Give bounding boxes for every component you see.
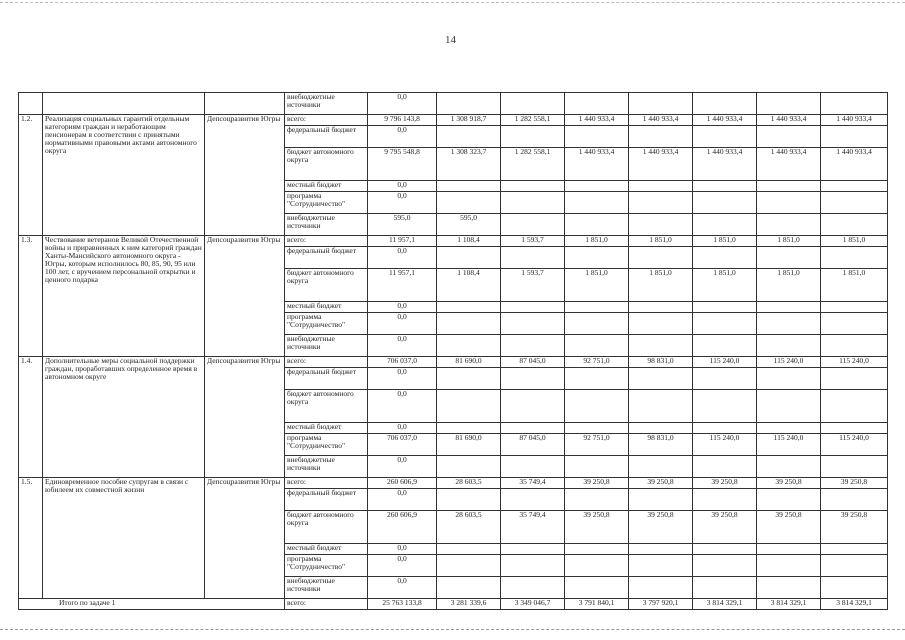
table-row bbox=[19, 93, 888, 115]
value-cell bbox=[757, 313, 821, 335]
value-cell bbox=[693, 214, 757, 236]
value-cell: 1 282 558,1 bbox=[501, 148, 565, 181]
top-scan-edge bbox=[0, 2, 905, 3]
page-number: 14 bbox=[445, 34, 456, 46]
value-cell bbox=[565, 313, 629, 335]
value-cell bbox=[821, 423, 888, 434]
total-value-cell: 3 814 329,1 bbox=[693, 599, 757, 610]
value-cell bbox=[629, 126, 693, 148]
value-cell bbox=[757, 126, 821, 148]
total-value-cell: 3 797 920,1 bbox=[629, 599, 693, 610]
funding-source-cell: всего: bbox=[285, 357, 368, 368]
value-cell bbox=[629, 456, 693, 478]
value-cell: 115 240,0 bbox=[693, 357, 757, 368]
funding-source-cell: федеральный бюджет bbox=[285, 368, 368, 390]
value-cell bbox=[501, 390, 565, 423]
funding-source-cell: местный бюджет bbox=[285, 181, 368, 192]
value-cell: 1 440 933,4 bbox=[821, 148, 888, 181]
value-cell bbox=[437, 181, 501, 192]
value-cell: 0,0 bbox=[368, 555, 437, 577]
value-cell: 1 593,7 bbox=[501, 269, 565, 302]
bottom-scan-edge bbox=[0, 629, 905, 630]
value-cell bbox=[629, 302, 693, 313]
value-cell bbox=[821, 390, 888, 423]
value-cell bbox=[693, 247, 757, 269]
value-cell: 0,0 bbox=[368, 544, 437, 555]
executor-cell: Депсоцразвития Югры bbox=[205, 357, 285, 478]
value-cell bbox=[501, 577, 565, 599]
value-cell: 39 250,8 bbox=[629, 478, 693, 489]
row-number-cell: 1.4. bbox=[19, 357, 43, 478]
value-cell: 0,0 bbox=[368, 489, 437, 511]
value-cell: 0,0 bbox=[368, 181, 437, 192]
value-cell bbox=[629, 192, 693, 214]
value-cell: 1 440 933,4 bbox=[693, 148, 757, 181]
value-cell: 1 851,0 bbox=[565, 236, 629, 247]
value-cell bbox=[629, 368, 693, 390]
total-value-cell: 3 349 046,7 bbox=[501, 599, 565, 610]
value-cell bbox=[501, 555, 565, 577]
budget-table bbox=[18, 92, 888, 610]
value-cell bbox=[565, 555, 629, 577]
value-cell: 115 240,0 bbox=[757, 434, 821, 456]
value-cell bbox=[757, 368, 821, 390]
value-cell: 1 440 933,4 bbox=[629, 115, 693, 126]
total-row bbox=[19, 599, 888, 610]
value-cell bbox=[437, 93, 501, 115]
event-title-cell: Единовременное пособие супругам в связи с юбилеем их совместной жизни bbox=[43, 478, 205, 599]
value-cell bbox=[501, 214, 565, 236]
funding-source-cell: внебюджетные источники bbox=[285, 577, 368, 599]
funding-source-cell: бюджет автономного округа bbox=[285, 390, 368, 423]
total-value-cell: 3 814 329,1 bbox=[821, 599, 888, 610]
value-cell: 595,0 bbox=[368, 214, 437, 236]
value-cell: 92 751,0 bbox=[565, 434, 629, 456]
table-row bbox=[19, 478, 888, 489]
value-cell bbox=[629, 335, 693, 357]
value-cell: 0,0 bbox=[368, 368, 437, 390]
value-cell bbox=[757, 192, 821, 214]
value-cell bbox=[437, 192, 501, 214]
executor-cell: Депсоцразвития Югры bbox=[205, 236, 285, 357]
funding-source-cell: федеральный бюджет bbox=[285, 126, 368, 148]
value-cell bbox=[693, 181, 757, 192]
value-cell: 1 851,0 bbox=[629, 269, 693, 302]
value-cell bbox=[501, 544, 565, 555]
value-cell: 1 440 933,4 bbox=[693, 115, 757, 126]
value-cell bbox=[821, 126, 888, 148]
value-cell bbox=[565, 544, 629, 555]
value-cell bbox=[437, 390, 501, 423]
value-cell: 260 606,9 bbox=[368, 511, 437, 544]
value-cell: 0,0 bbox=[368, 93, 437, 115]
value-cell bbox=[629, 181, 693, 192]
value-cell bbox=[693, 368, 757, 390]
funding-source-cell: внебюджетные источники bbox=[285, 335, 368, 357]
value-cell bbox=[565, 302, 629, 313]
value-cell bbox=[757, 181, 821, 192]
value-cell: 0,0 bbox=[368, 423, 437, 434]
value-cell: 1 440 933,4 bbox=[757, 115, 821, 126]
value-cell bbox=[757, 489, 821, 511]
value-cell bbox=[501, 423, 565, 434]
value-cell: 11 957,1 bbox=[368, 236, 437, 247]
value-cell bbox=[757, 555, 821, 577]
value-cell: 706 037,0 bbox=[368, 357, 437, 368]
value-cell bbox=[757, 390, 821, 423]
value-cell bbox=[501, 368, 565, 390]
value-cell bbox=[501, 181, 565, 192]
value-cell: 39 250,8 bbox=[821, 478, 888, 489]
value-cell: 1 851,0 bbox=[757, 236, 821, 247]
value-cell bbox=[693, 93, 757, 115]
value-cell: 0,0 bbox=[368, 456, 437, 478]
value-cell bbox=[565, 489, 629, 511]
value-cell bbox=[821, 302, 888, 313]
value-cell: 81 690,0 bbox=[437, 434, 501, 456]
value-cell bbox=[693, 313, 757, 335]
funding-source-cell: внебюджетные источники bbox=[285, 93, 368, 115]
value-cell bbox=[757, 423, 821, 434]
value-cell: 0,0 bbox=[368, 247, 437, 269]
value-cell bbox=[629, 489, 693, 511]
value-cell bbox=[629, 544, 693, 555]
value-cell: 1 851,0 bbox=[821, 236, 888, 247]
value-cell: 39 250,8 bbox=[757, 478, 821, 489]
value-cell bbox=[693, 302, 757, 313]
value-cell: 115 240,0 bbox=[757, 357, 821, 368]
value-cell bbox=[565, 181, 629, 192]
value-cell: 0,0 bbox=[368, 390, 437, 423]
value-cell bbox=[821, 192, 888, 214]
value-cell bbox=[629, 390, 693, 423]
value-cell: 1 851,0 bbox=[757, 269, 821, 302]
row-number-cell bbox=[19, 93, 43, 115]
value-cell: 595,0 bbox=[437, 214, 501, 236]
value-cell: 1 108,4 bbox=[437, 269, 501, 302]
value-cell: 39 250,8 bbox=[693, 478, 757, 489]
event-title-cell: Дополнительные меры социальной поддержки граждан, проработавших определенное время в автономном округе bbox=[43, 357, 205, 478]
value-cell: 1 440 933,4 bbox=[565, 115, 629, 126]
value-cell bbox=[629, 577, 693, 599]
funding-source-cell: бюджет автономного округа bbox=[285, 269, 368, 302]
value-cell bbox=[437, 489, 501, 511]
value-cell: 0,0 bbox=[368, 577, 437, 599]
total-value-cell: 3 814 329,1 bbox=[757, 599, 821, 610]
table-row bbox=[19, 357, 888, 368]
value-cell bbox=[757, 93, 821, 115]
value-cell: 1 851,0 bbox=[693, 269, 757, 302]
value-cell bbox=[565, 247, 629, 269]
funding-source-cell: программа "Сотрудничество" bbox=[285, 434, 368, 456]
value-cell bbox=[693, 577, 757, 599]
value-cell: 39 250,8 bbox=[757, 511, 821, 544]
value-cell bbox=[821, 214, 888, 236]
value-cell bbox=[693, 126, 757, 148]
value-cell bbox=[821, 544, 888, 555]
value-cell bbox=[437, 313, 501, 335]
value-cell bbox=[501, 456, 565, 478]
value-cell bbox=[757, 456, 821, 478]
value-cell bbox=[693, 423, 757, 434]
value-cell bbox=[821, 555, 888, 577]
value-cell: 28 603,5 bbox=[437, 478, 501, 489]
value-cell bbox=[629, 555, 693, 577]
total-value-cell: 3 791 840,1 bbox=[565, 599, 629, 610]
value-cell: 39 250,8 bbox=[629, 511, 693, 544]
value-cell bbox=[629, 93, 693, 115]
value-cell: 1 440 933,4 bbox=[565, 148, 629, 181]
value-cell bbox=[757, 247, 821, 269]
value-cell bbox=[629, 313, 693, 335]
value-cell bbox=[437, 126, 501, 148]
value-cell bbox=[821, 93, 888, 115]
value-cell: 0,0 bbox=[368, 192, 437, 214]
value-cell: 9 795 548,8 bbox=[368, 148, 437, 181]
value-cell: 1 440 933,4 bbox=[629, 148, 693, 181]
value-cell bbox=[565, 214, 629, 236]
value-cell bbox=[501, 302, 565, 313]
funding-source-cell: бюджет автономного округа bbox=[285, 148, 368, 181]
value-cell: 0,0 bbox=[368, 335, 437, 357]
value-cell: 115 240,0 bbox=[821, 434, 888, 456]
value-cell bbox=[693, 390, 757, 423]
row-number-cell: 1.2. bbox=[19, 115, 43, 236]
value-cell: 1 851,0 bbox=[565, 269, 629, 302]
value-cell bbox=[757, 214, 821, 236]
funding-source-cell: всего: bbox=[285, 599, 368, 610]
value-cell bbox=[437, 302, 501, 313]
value-cell: 115 240,0 bbox=[693, 434, 757, 456]
value-cell: 92 751,0 bbox=[565, 357, 629, 368]
row-number-cell: 1.3. bbox=[19, 236, 43, 357]
value-cell: 39 250,8 bbox=[821, 511, 888, 544]
value-cell: 1 308 918,7 bbox=[437, 115, 501, 126]
value-cell: 98 831,0 bbox=[629, 434, 693, 456]
value-cell: 35 749,4 bbox=[501, 511, 565, 544]
value-cell: 0,0 bbox=[368, 126, 437, 148]
funding-source-cell: федеральный бюджет bbox=[285, 489, 368, 511]
value-cell bbox=[565, 368, 629, 390]
value-cell: 87 045,0 bbox=[501, 434, 565, 456]
value-cell bbox=[757, 577, 821, 599]
value-cell bbox=[501, 313, 565, 335]
value-cell bbox=[629, 423, 693, 434]
funding-source-cell: программа "Сотрудничество" bbox=[285, 192, 368, 214]
funding-source-cell: всего: bbox=[285, 478, 368, 489]
event-title-cell bbox=[43, 93, 205, 115]
value-cell bbox=[565, 126, 629, 148]
value-cell bbox=[565, 192, 629, 214]
value-cell: 39 250,8 bbox=[565, 478, 629, 489]
funding-source-cell: местный бюджет bbox=[285, 302, 368, 313]
value-cell bbox=[693, 555, 757, 577]
value-cell bbox=[437, 423, 501, 434]
funding-source-cell: всего: bbox=[285, 236, 368, 247]
value-cell: 115 240,0 bbox=[821, 357, 888, 368]
value-cell bbox=[693, 192, 757, 214]
value-cell: 1 440 933,4 bbox=[821, 115, 888, 126]
funding-source-cell: бюджет автономного округа bbox=[285, 511, 368, 544]
value-cell: 81 690,0 bbox=[437, 357, 501, 368]
value-cell bbox=[565, 577, 629, 599]
value-cell bbox=[757, 302, 821, 313]
value-cell: 706 037,0 bbox=[368, 434, 437, 456]
value-cell: 87 045,0 bbox=[501, 357, 565, 368]
value-cell: 0,0 bbox=[368, 313, 437, 335]
value-cell: 98 831,0 bbox=[629, 357, 693, 368]
event-title-cell: Чествование ветеранов Великой Отечественной войны и приравненных к ним категорий граждан Ханты-Мансийского автономного округа - Югры, которым исполнилось 80, 85, 90, 95 или 100 лет, с вручением персональной открытки и ценного подарка bbox=[43, 236, 205, 357]
value-cell bbox=[821, 181, 888, 192]
value-cell bbox=[693, 544, 757, 555]
funding-source-cell: программа "Сотрудничество" bbox=[285, 313, 368, 335]
event-title-cell: Реализация социальных гарантий отдельным категориям граждан и неработающим пенсионерам в соответствии с принятыми нормативными правовыми актами автономного округа bbox=[43, 115, 205, 236]
value-cell bbox=[821, 313, 888, 335]
value-cell: 1 593,7 bbox=[501, 236, 565, 247]
value-cell bbox=[501, 335, 565, 357]
value-cell: 1 308 323,7 bbox=[437, 148, 501, 181]
value-cell: 39 250,8 bbox=[565, 511, 629, 544]
total-value-cell: 25 763 133,8 bbox=[368, 599, 437, 610]
funding-source-cell: местный бюджет bbox=[285, 423, 368, 434]
value-cell bbox=[501, 192, 565, 214]
value-cell bbox=[565, 93, 629, 115]
value-cell bbox=[437, 456, 501, 478]
value-cell bbox=[437, 368, 501, 390]
value-cell bbox=[693, 456, 757, 478]
table-row bbox=[19, 115, 888, 126]
value-cell bbox=[821, 489, 888, 511]
value-cell: 1 851,0 bbox=[821, 269, 888, 302]
total-label-cell: Итого по задаче 1 bbox=[19, 599, 285, 610]
total-value-cell: 3 281 339,6 bbox=[437, 599, 501, 610]
value-cell bbox=[821, 577, 888, 599]
value-cell bbox=[437, 247, 501, 269]
funding-source-cell: всего: bbox=[285, 115, 368, 126]
value-cell bbox=[565, 335, 629, 357]
funding-source-cell: местный бюджет bbox=[285, 544, 368, 555]
value-cell bbox=[437, 544, 501, 555]
row-number-cell: 1.5. bbox=[19, 478, 43, 599]
value-cell bbox=[821, 368, 888, 390]
value-cell: 35 749,4 bbox=[501, 478, 565, 489]
value-cell bbox=[437, 555, 501, 577]
value-cell: 260 606,9 bbox=[368, 478, 437, 489]
executor-cell: Депсоцразвития Югры bbox=[205, 115, 285, 236]
funding-source-cell: программа "Сотрудничество" bbox=[285, 555, 368, 577]
table-row bbox=[19, 236, 888, 247]
value-cell: 9 796 143,8 bbox=[368, 115, 437, 126]
value-cell bbox=[501, 247, 565, 269]
value-cell bbox=[629, 247, 693, 269]
funding-source-cell: федеральный бюджет bbox=[285, 247, 368, 269]
value-cell: 1 851,0 bbox=[693, 236, 757, 247]
executor-cell bbox=[205, 93, 285, 115]
value-cell bbox=[821, 247, 888, 269]
value-cell: 1 108,4 bbox=[437, 236, 501, 247]
funding-source-cell: внебюджетные источники bbox=[285, 456, 368, 478]
value-cell: 39 250,8 bbox=[693, 511, 757, 544]
value-cell: 28 603,5 bbox=[437, 511, 501, 544]
value-cell bbox=[501, 489, 565, 511]
value-cell bbox=[565, 456, 629, 478]
value-cell bbox=[693, 489, 757, 511]
value-cell bbox=[565, 423, 629, 434]
funding-source-cell: внебюджетные источники bbox=[285, 214, 368, 236]
value-cell: 1 851,0 bbox=[629, 236, 693, 247]
value-cell bbox=[757, 544, 821, 555]
value-cell bbox=[437, 577, 501, 599]
value-cell bbox=[821, 335, 888, 357]
value-cell bbox=[501, 126, 565, 148]
value-cell bbox=[757, 335, 821, 357]
value-cell bbox=[501, 93, 565, 115]
value-cell: 11 957,1 bbox=[368, 269, 437, 302]
value-cell: 0,0 bbox=[368, 302, 437, 313]
value-cell bbox=[565, 390, 629, 423]
value-cell bbox=[437, 335, 501, 357]
executor-cell: Депсоцразвития Югры bbox=[205, 478, 285, 599]
value-cell bbox=[693, 335, 757, 357]
value-cell bbox=[821, 456, 888, 478]
value-cell bbox=[629, 214, 693, 236]
value-cell: 1 440 933,4 bbox=[757, 148, 821, 181]
value-cell: 1 282 558,1 bbox=[501, 115, 565, 126]
